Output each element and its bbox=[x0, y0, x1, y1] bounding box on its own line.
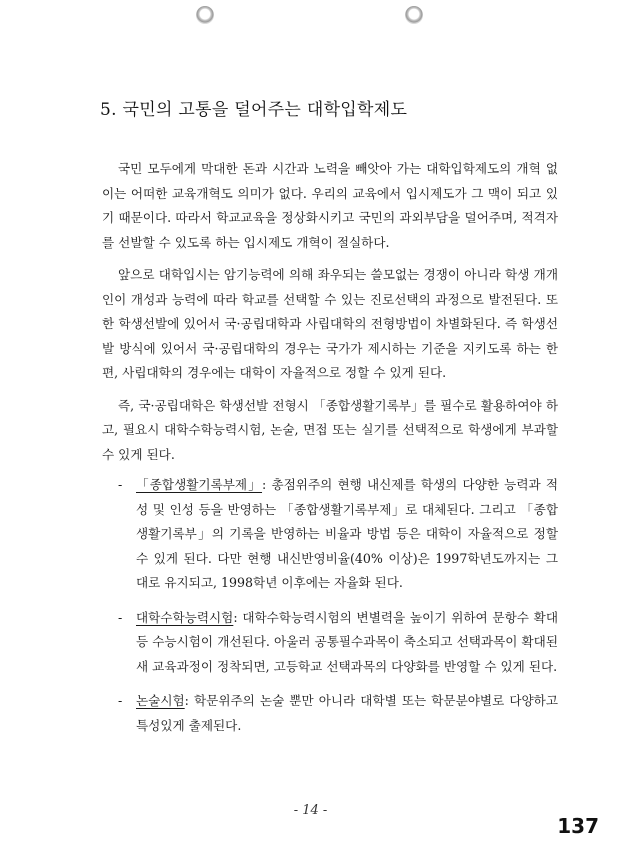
item-heading: 「종합생활기록부제」 bbox=[136, 477, 263, 492]
item-separator: : bbox=[233, 609, 238, 625]
item-heading: 논술시험 bbox=[136, 693, 185, 708]
binder-hole-left bbox=[196, 6, 214, 24]
item-list bbox=[102, 473, 558, 738]
item-dash: - bbox=[118, 693, 123, 708]
item-dash: - bbox=[118, 477, 123, 492]
paragraph-1: 국민 모두에게 막대한 돈과 시간과 노력을 빼앗아 가는 대학입학제도의 개혁 없이는 어떠한 교육개혁도 의미가 없다. 우리의 교육에서 입시제도가 그 맥이 되고 있기 때문이다. 따라서 학교교육을 정상화시키고 국민의 과외부담을 덜어주며, 적격자를 선발할 수 있도록 하는 입시제도 개혁이 절실하다. bbox=[102, 161, 558, 250]
document-body bbox=[102, 157, 558, 748]
stamp-number: 137 bbox=[557, 814, 599, 838]
section-title: 5. 국민의 고통을 덜어주는 대학입학제도 bbox=[100, 100, 408, 120]
item-text: 대학수학능력시험의 변별력을 높이기 위하여 문항수 확대 등 수능시험이 개선된다. 아울러 공통필수과목이 축소되고 선택과목이 확대된 새 교육과정이 정착되면, 고등학교 선택과목의 다양화를 반영할 수 있게 된다. bbox=[136, 609, 558, 674]
page-number: - 14 - bbox=[293, 803, 328, 818]
paragraph-3: 즉, 국·공립대학은 학생선발 전형시 「종합생활기록부」를 필수로 활용하여야 하고, 필요시 대학수학능력시험, 논술, 면접 또는 실기를 선택적으로 학생에게 부과할 수 있게 된다. bbox=[102, 397, 558, 462]
item-separator: : bbox=[184, 693, 189, 708]
binder-hole-right bbox=[405, 6, 423, 24]
item-dash: - bbox=[118, 609, 123, 625]
list-item bbox=[102, 606, 558, 680]
paragraph-2: 앞으로 대학입시는 암기능력에 의해 좌우되는 쓸모없는 경쟁이 아니라 학생 개개인이 개성과 능력에 따라 학교를 선택할 수 있는 진로선택의 과정으로 발전된다. 또한 학생선발에 있어서 국·공립대학과 사립대학의 전형방법이 차별화된다. 즉 학생선발 방식에 있어서 국·공립대학의 경우는 국가가 제시하는 기준을 지키도록 하는 한편, 사립대학의 경우에는 대학이 자율적으로 정할 수 있게 된다. bbox=[102, 267, 558, 380]
item-heading: 대학수학능력시험 bbox=[136, 609, 234, 625]
item-text: 총점위주의 현행 내신제를 학생의 다양한 능력과 적성 및 인성 등을 반영하는 「종합생활기록부제」로 대체된다. 그리고 「종합생활기록부」의 기록을 반영하는 비율과 방법 등은 대학이 자율적으로 정할 수 있게 된다. 다만 현행 내신반영비율(40% 이상)은 1997학년도까지는 그대로 유지되고, 1998학년 이후에는 자율화 된다. bbox=[136, 477, 558, 590]
list-item bbox=[102, 689, 558, 738]
item-separator: : bbox=[262, 477, 267, 492]
item-text: 학문위주의 논술 뿐만 아니라 대학별 또는 학문분야별로 다양하고 특성있게 출제된다. bbox=[136, 693, 558, 733]
list-item bbox=[102, 473, 558, 596]
